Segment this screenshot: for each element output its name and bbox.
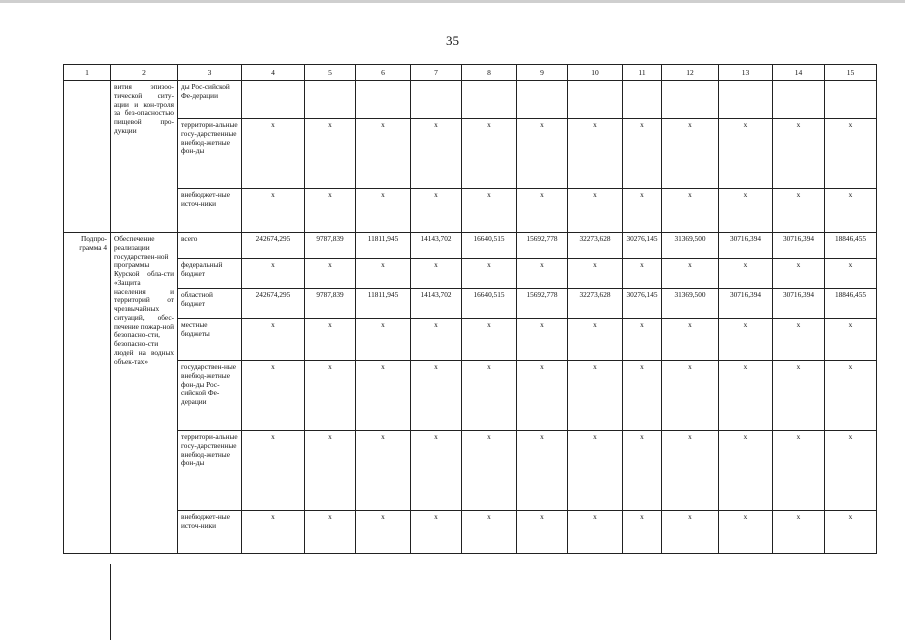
value-cell: 15692,778 (517, 289, 568, 319)
value-cell: x (242, 431, 305, 511)
value-cell (305, 81, 356, 119)
value-cell: x (411, 319, 462, 361)
value-cell: x (568, 119, 623, 189)
value-cell: x (462, 119, 517, 189)
value-cell (517, 81, 568, 119)
value-cell: x (773, 431, 825, 511)
value-cell: x (623, 319, 662, 361)
value-cell: x (517, 511, 568, 554)
value-cell: 30716,394 (773, 289, 825, 319)
value-cell: x (662, 361, 719, 431)
value-cell: x (662, 431, 719, 511)
value-cell: x (517, 119, 568, 189)
value-cell: x (568, 361, 623, 431)
value-cell (462, 81, 517, 119)
value-cell (623, 81, 662, 119)
column-number: 1 (64, 65, 111, 81)
table-row (64, 189, 877, 233)
value-cell: x (773, 119, 825, 189)
value-cell: x (242, 511, 305, 554)
value-cell: 30716,394 (719, 233, 773, 259)
value-cell: x (242, 119, 305, 189)
value-cell: x (662, 511, 719, 554)
value-cell: x (623, 431, 662, 511)
value-cell: x (623, 189, 662, 233)
value-cell: x (462, 319, 517, 361)
funding-source-cell: федеральный бюджет (178, 259, 242, 289)
value-cell: x (305, 511, 356, 554)
column-number: 3 (178, 65, 242, 81)
column-number: 10 (568, 65, 623, 81)
value-cell (242, 81, 305, 119)
table-row (64, 289, 877, 319)
column-number: 5 (305, 65, 356, 81)
value-cell: 242674,295 (242, 289, 305, 319)
value-cell: 9787,839 (305, 233, 356, 259)
value-cell: x (773, 189, 825, 233)
column-number: 15 (825, 65, 877, 81)
value-cell: x (719, 259, 773, 289)
table-row (64, 259, 877, 289)
value-cell: x (662, 119, 719, 189)
value-cell: x (462, 189, 517, 233)
column-2-rule (110, 564, 111, 640)
value-cell: 32273,628 (568, 233, 623, 259)
value-cell (356, 81, 411, 119)
value-cell: x (305, 189, 356, 233)
value-cell: x (825, 259, 877, 289)
column-number: 2 (111, 65, 178, 81)
header-row (64, 65, 877, 81)
value-cell: x (356, 189, 411, 233)
value-cell: x (719, 189, 773, 233)
table-row (64, 81, 877, 119)
value-cell: 31369,500 (662, 233, 719, 259)
value-cell: x (411, 259, 462, 289)
column-number: 9 (517, 65, 568, 81)
value-cell: 30276,145 (623, 289, 662, 319)
value-cell: x (356, 361, 411, 431)
value-cell: x (517, 189, 568, 233)
table-row (64, 119, 877, 189)
table-row (64, 511, 877, 554)
value-cell: x (462, 259, 517, 289)
subprogram-name-cell: вития эпизоо-тической ситу-ации и кон-троля за без-опасностью пищевой про-дукции (111, 81, 178, 233)
value-cell: 14143,702 (411, 289, 462, 319)
value-cell: x (719, 361, 773, 431)
value-cell: 14143,702 (411, 233, 462, 259)
funding-source-cell: внебюджет-ные источ-ники (178, 511, 242, 554)
column-number: 14 (773, 65, 825, 81)
value-cell: x (773, 361, 825, 431)
subprogram-cell: Подпро-грамма 4 (64, 233, 111, 554)
value-cell: 16640,515 (462, 233, 517, 259)
funding-source-cell: государствен-ные внебюд-жетные фон-ды Рос-сийской Фе-дерации (178, 361, 242, 431)
value-cell: x (825, 319, 877, 361)
value-cell: x (242, 319, 305, 361)
value-cell: 11811,945 (356, 289, 411, 319)
value-cell: x (305, 361, 356, 431)
value-cell: x (719, 431, 773, 511)
funding-source-cell: ды Рос-сийской Фе-дерации (178, 81, 242, 119)
value-cell: x (411, 189, 462, 233)
subprogram-cell (64, 81, 111, 233)
value-cell: x (568, 431, 623, 511)
value-cell: x (411, 361, 462, 431)
value-cell: x (462, 431, 517, 511)
value-cell (568, 81, 623, 119)
value-cell: x (517, 319, 568, 361)
value-cell: x (462, 511, 517, 554)
value-cell: 242674,295 (242, 233, 305, 259)
value-cell: 30716,394 (773, 233, 825, 259)
value-cell (411, 81, 462, 119)
value-cell: x (825, 361, 877, 431)
column-number: 11 (623, 65, 662, 81)
column-number: 8 (462, 65, 517, 81)
value-cell: 31369,500 (662, 289, 719, 319)
value-cell (825, 81, 877, 119)
value-cell: x (623, 361, 662, 431)
value-cell: 11811,945 (356, 233, 411, 259)
value-cell: 18846,455 (825, 289, 877, 319)
value-cell: x (662, 189, 719, 233)
page-number: 35 (446, 33, 459, 48)
value-cell: x (517, 361, 568, 431)
value-cell: x (773, 319, 825, 361)
value-cell: 30276,145 (623, 233, 662, 259)
value-cell: x (568, 259, 623, 289)
value-cell: x (305, 119, 356, 189)
column-number: 7 (411, 65, 462, 81)
value-cell: x (305, 319, 356, 361)
value-cell: x (356, 511, 411, 554)
value-cell: 32273,628 (568, 289, 623, 319)
value-cell: 18846,455 (825, 233, 877, 259)
column-number: 4 (242, 65, 305, 81)
value-cell: x (719, 511, 773, 554)
value-cell: x (568, 319, 623, 361)
value-cell: x (825, 511, 877, 554)
budget-table (63, 64, 877, 554)
value-cell: x (411, 511, 462, 554)
value-cell: x (825, 119, 877, 189)
value-cell: x (517, 431, 568, 511)
value-cell: x (623, 259, 662, 289)
column-number: 13 (719, 65, 773, 81)
funding-source-cell: местные бюджеты (178, 319, 242, 361)
funding-source-cell: всего (178, 233, 242, 259)
value-cell: x (411, 119, 462, 189)
value-cell: 30716,394 (719, 289, 773, 319)
value-cell: x (242, 361, 305, 431)
value-cell: 15692,778 (517, 233, 568, 259)
table-row (64, 361, 877, 431)
value-cell: x (305, 259, 356, 289)
table-row (64, 319, 877, 361)
table-row (64, 233, 877, 259)
value-cell (719, 81, 773, 119)
value-cell: x (242, 189, 305, 233)
value-cell (773, 81, 825, 119)
value-cell: x (568, 189, 623, 233)
value-cell: x (773, 511, 825, 554)
value-cell: x (623, 511, 662, 554)
column-number: 12 (662, 65, 719, 81)
funding-source-cell: областной бюджет (178, 289, 242, 319)
funding-source-cell: территори-альные госу-дарственные внебюд-жетные фон-ды (178, 119, 242, 189)
value-cell: x (305, 431, 356, 511)
value-cell: x (662, 319, 719, 361)
value-cell: x (356, 319, 411, 361)
value-cell: x (662, 259, 719, 289)
value-cell: x (719, 119, 773, 189)
value-cell: x (356, 259, 411, 289)
subprogram-name-cell: Обеспечение реализации государствен-ной программы Курской обла-сти «Защита населения и территорий от чрезвычайных ситуаций, обес-печение пожар-ной безопасно-сти, безопасно-сти людей на водных объек-тах» (111, 233, 178, 554)
value-cell: x (719, 319, 773, 361)
value-cell: x (411, 431, 462, 511)
value-cell (662, 81, 719, 119)
value-cell: x (825, 431, 877, 511)
value-cell: x (517, 259, 568, 289)
value-cell: x (356, 431, 411, 511)
value-cell: x (773, 259, 825, 289)
value-cell: x (568, 511, 623, 554)
value-cell: x (356, 119, 411, 189)
value-cell: x (242, 259, 305, 289)
value-cell: 16640,515 (462, 289, 517, 319)
value-cell: x (825, 189, 877, 233)
table-row (64, 431, 877, 511)
column-number: 6 (356, 65, 411, 81)
value-cell: x (623, 119, 662, 189)
scan-top-edge (0, 0, 905, 3)
value-cell: x (462, 361, 517, 431)
funding-source-cell: внебюджет-ные источ-ники (178, 189, 242, 233)
funding-source-cell: территори-альные госу-дарственные внебюд-жетные фон-ды (178, 431, 242, 511)
value-cell: 9787,839 (305, 289, 356, 319)
